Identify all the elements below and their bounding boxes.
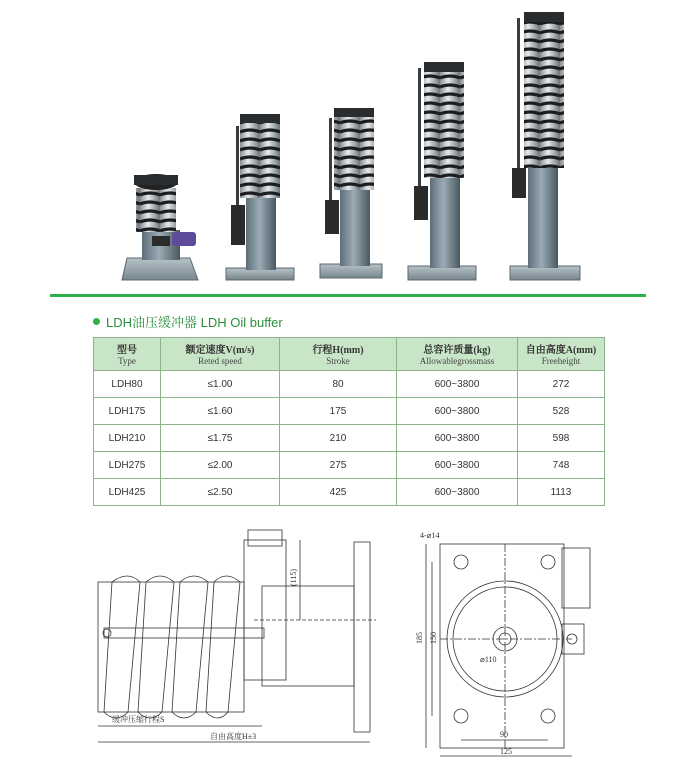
cell-allowable-mass: 600~3800	[397, 479, 518, 506]
cell-stroke: 80	[280, 371, 397, 398]
technical-drawings	[0, 520, 696, 766]
cell-stroke: 425	[280, 479, 397, 506]
cell-free-height: 528	[518, 398, 605, 425]
cell-allowable-mass: 600~3800	[397, 398, 518, 425]
dim-125-label: 125	[500, 747, 512, 756]
free-height-label: 自由高度H±3	[210, 732, 257, 741]
side-view-drawing	[98, 530, 376, 742]
table-row	[94, 479, 605, 506]
cell-type: LDH425	[94, 479, 161, 506]
bullet-dot-icon	[93, 318, 100, 325]
dim-90-label: 90	[500, 730, 508, 739]
cell-rated-speed: ≤2.50	[161, 479, 280, 506]
green-divider	[50, 294, 646, 297]
cell-free-height: 1113	[518, 479, 605, 506]
header-type: 型号 Type	[94, 338, 161, 371]
section-heading-label: LDH油压缓冲器 LDH Oil buffer	[106, 315, 283, 330]
table-row	[94, 452, 605, 479]
top-view-drawing	[415, 531, 590, 756]
cell-type: LDH275	[94, 452, 161, 479]
cell-free-height: 748	[518, 452, 605, 479]
cell-free-height: 272	[518, 371, 605, 398]
header-stroke: 行程H(mm) Stroke	[280, 338, 397, 371]
product-photos	[0, 0, 696, 292]
cell-rated-speed: ≤1.60	[161, 398, 280, 425]
cell-allowable-mass: 600~3800	[397, 371, 518, 398]
spec-table	[93, 337, 605, 506]
cell-stroke: 210	[280, 425, 397, 452]
cell-free-height: 598	[518, 425, 605, 452]
cell-rated-speed: ≤1.75	[161, 425, 280, 452]
buffer-photo-ldh275	[408, 62, 476, 280]
header-free-height: 自由高度A(mm) Freeheight	[518, 338, 605, 371]
buffer-photo-ldh210	[320, 108, 382, 278]
cell-stroke: 275	[280, 452, 397, 479]
dim-150-label: 150	[429, 632, 438, 644]
cell-rated-speed: ≤2.00	[161, 452, 280, 479]
buffer-photo-ldh425	[510, 12, 580, 280]
stroke-label: 缓冲压缩行程S	[112, 715, 165, 724]
header-allowable-mass: 总容许质量(kg) Allowablegrossmass	[397, 338, 518, 371]
cell-allowable-mass: 600~3800	[397, 425, 518, 452]
section-heading	[93, 312, 283, 331]
table-row	[94, 425, 605, 452]
cell-allowable-mass: 600~3800	[397, 452, 518, 479]
table-row	[94, 398, 605, 425]
spec-table-header-row	[94, 338, 605, 371]
cell-rated-speed: ≤1.00	[161, 371, 280, 398]
table-row	[94, 371, 605, 398]
dim-115-label: (115)	[289, 568, 298, 586]
buffer-photo-ldh175	[226, 114, 294, 280]
cell-stroke: 175	[280, 398, 397, 425]
header-rated-speed: 额定速度V(m/s) Reted speed	[161, 338, 280, 371]
dia-110-label: ⌀110	[480, 655, 497, 664]
dim-185-label: 185	[415, 632, 424, 644]
hole-label: 4-⌀14	[420, 531, 440, 540]
buffer-photo-ldh80	[122, 174, 198, 280]
cell-type: LDH175	[94, 398, 161, 425]
cell-type: LDH80	[94, 371, 161, 398]
cell-type: LDH210	[94, 425, 161, 452]
